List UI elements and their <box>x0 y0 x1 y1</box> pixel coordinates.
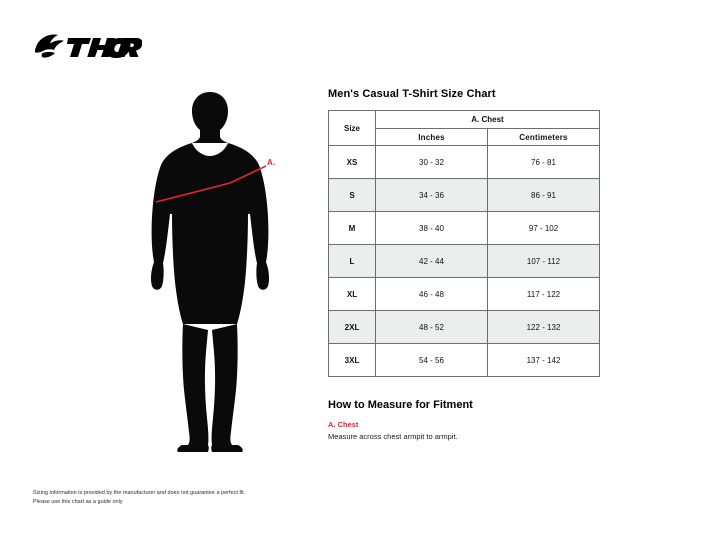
cell-centimeters: 97 - 102 <box>488 212 600 245</box>
figure-silhouette <box>151 92 269 452</box>
cell-inches: 48 - 52 <box>376 311 488 344</box>
cell-inches: 34 - 36 <box>376 179 488 212</box>
table-row <box>329 245 600 278</box>
cell-size: XL <box>329 278 376 311</box>
cell-size: L <box>329 245 376 278</box>
size-chart-table <box>328 110 600 377</box>
table-body <box>329 146 600 377</box>
cell-inches: 42 - 44 <box>376 245 488 278</box>
table-row <box>329 311 600 344</box>
thor-logo <box>32 30 142 64</box>
cell-size: S <box>329 179 376 212</box>
cell-size: 2XL <box>329 311 376 344</box>
cell-centimeters: 76 - 81 <box>488 146 600 179</box>
cell-size: 3XL <box>329 344 376 377</box>
chart-column <box>328 88 680 441</box>
how-to-measure-section <box>328 399 680 441</box>
cell-inches: 46 - 48 <box>376 278 488 311</box>
table-row <box>329 212 600 245</box>
column-header-centimeters: Centimeters <box>488 129 600 146</box>
how-to-item-description: Measure across chest armpit to armpit. <box>328 432 458 441</box>
table-row <box>329 344 600 377</box>
table-header-row-group <box>329 111 600 129</box>
cell-inches: 54 - 56 <box>376 344 488 377</box>
table-row <box>329 179 600 212</box>
cell-centimeters: 117 - 122 <box>488 278 600 311</box>
table-row <box>329 278 600 311</box>
cell-centimeters: 107 - 112 <box>488 245 600 278</box>
column-header-inches: Inches <box>376 129 488 146</box>
cell-inches: 30 - 32 <box>376 146 488 179</box>
cell-centimeters: 86 - 91 <box>488 179 600 212</box>
how-to-measure-title: How to Measure for Fitment <box>328 399 473 411</box>
cell-size: XS <box>329 146 376 179</box>
page-title: Men's Casual T-Shirt Size Chart <box>328 88 496 100</box>
chest-callout-label: A. <box>267 158 276 167</box>
column-header-chest: A. Chest <box>376 111 600 129</box>
body-figure-illustration <box>120 86 300 456</box>
disclaimer-line-2: Please use this chart as a guide only <box>33 498 123 505</box>
cell-size: M <box>329 212 376 245</box>
table-head <box>329 111 600 146</box>
cell-centimeters: 122 - 132 <box>488 311 600 344</box>
how-to-item-label: A. Chest <box>328 420 359 429</box>
table-row <box>329 146 600 179</box>
column-header-size: Size <box>329 111 376 146</box>
cell-inches: 38 - 40 <box>376 212 488 245</box>
disclaimer-line-1: Sizing information is provided by the manufacturer and does not guarantee a perfect fit. <box>33 490 246 496</box>
disclaimer <box>33 489 363 506</box>
cell-centimeters: 137 - 142 <box>488 344 600 377</box>
